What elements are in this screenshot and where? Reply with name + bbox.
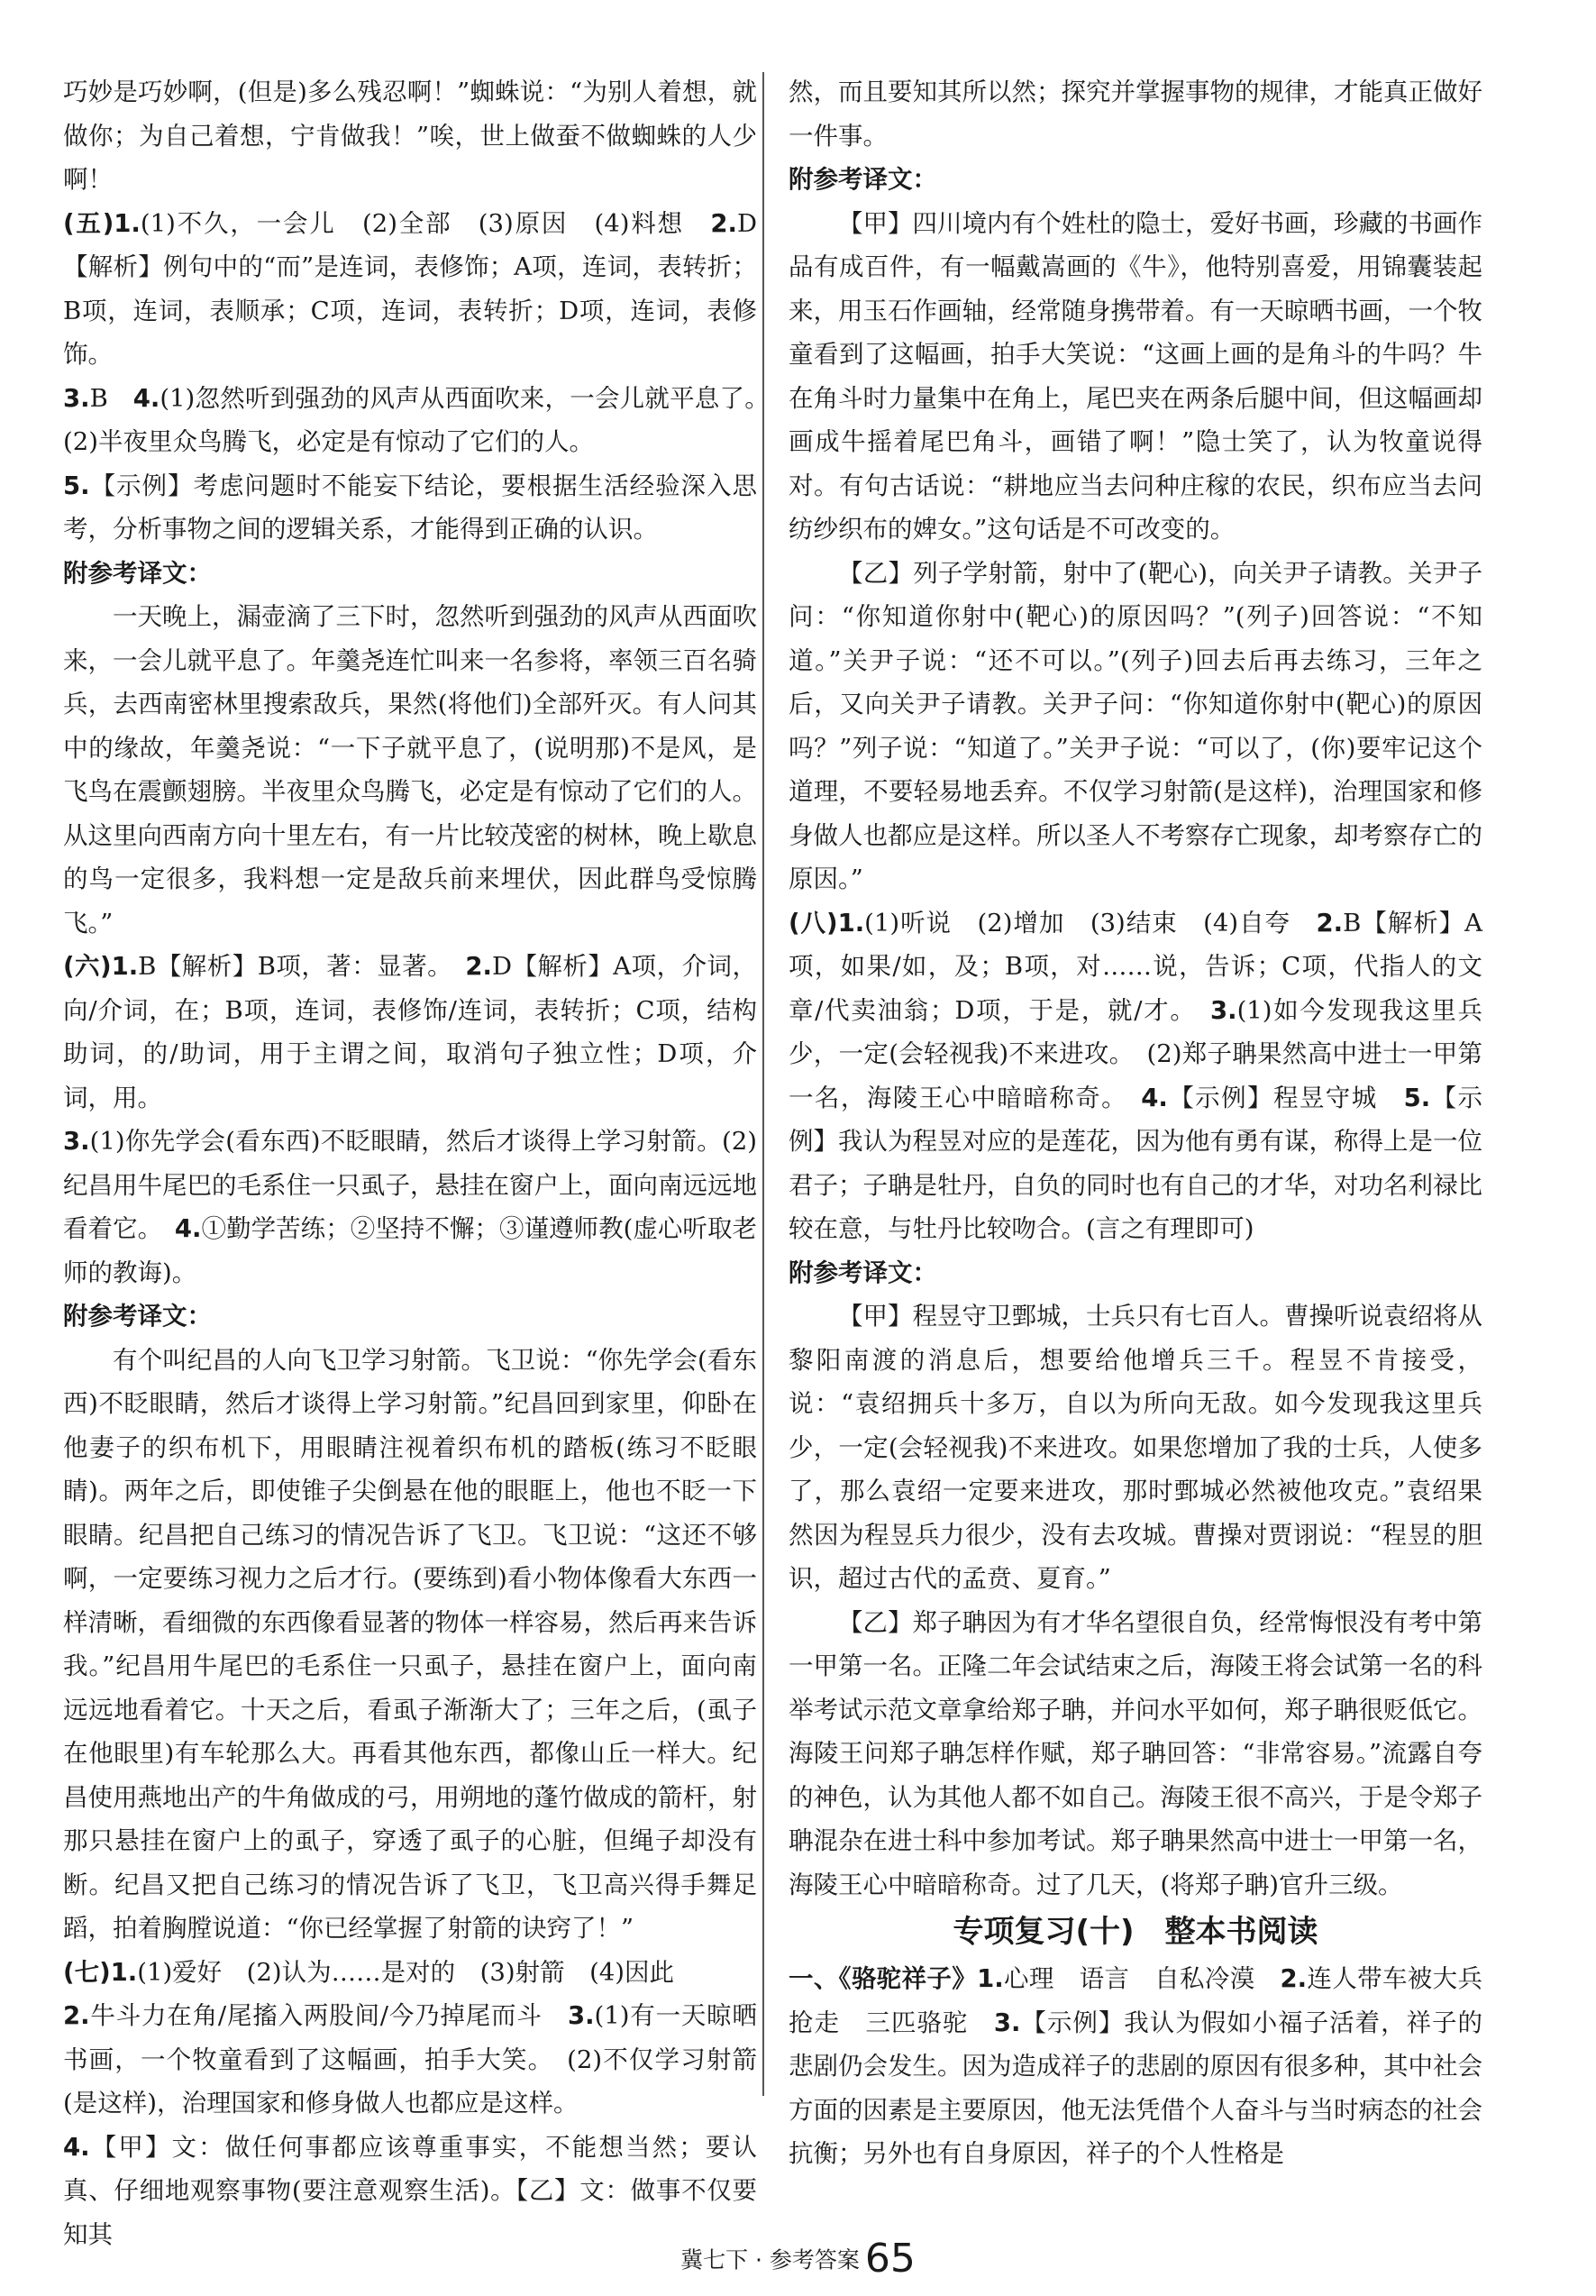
question-number: 4. <box>1141 1083 1168 1112</box>
paragraph: 然，而且要知其所以然；探究并掌握事物的规律，才能真正做好一件事。 <box>789 78 1482 151</box>
question-number: 2. <box>63 2001 90 2030</box>
translation-text: 【甲】四川境内有个姓杜的隐士，爱好书画，珍藏的书画作品有成百件，有一幅戴嵩画的《牛》，他特别喜爱，用锦囊装起来，用玉石作画轴，经常随身携带着。有一天晾晒书画，一个牧童看到了这幅画，拍手大笑说：“这画上画的是角斗的牛吗？牛在角斗时力量集中在角上，尾巴夹在两条后腿中间，但这幅画却画成牛摇着尾巴角斗，画错了啊！”隐士笑了，认为牧童说得对。有句古话说：“耕地应当去问种庄稼的农民，织布应当去问纺纱织布的婢女。”这句话是不可改变的。 <box>789 208 1482 544</box>
question-tag: 一、 <box>789 1964 839 1993</box>
answer-text: (1)爱好 (2)认为……是对的 (3)射箭 (4)因此 <box>137 1957 675 1987</box>
paragraph: 巧妙是巧妙啊，(但是)多么残忍啊！”蜘蛛说：“为别人着想，就做你；为自己着想，宁肯做我！”唉，世上做蚕不做蜘蛛的人少啊！ <box>63 78 757 194</box>
question-tag: (七)1. <box>63 1957 138 1987</box>
answer-text: 心理 语言 自私冷漠 <box>1003 1964 1281 1993</box>
answer-block-6-3 <box>63 1120 757 1294</box>
translation-heading: 附参考译文： <box>63 1302 212 1331</box>
answer-text: ①勤学苦练；②坚持不懈；③谨遵师教(虚心听取老师的教诲)。 <box>63 1214 757 1287</box>
question-number: 5. <box>1403 1083 1431 1112</box>
translation-text: 【乙】郑子聃因为有才华名望很自负，经常悔恨没有考中第一甲第一名。正隆二年会试结束之后，海陵王将会试第一名的科举考试示范文章拿给郑子聃，并问水平如何，郑子聃很贬低它。海陵王问郑子聃怎样作赋，郑子聃回答：“非常容易。”流露自夸的神色，认为其他人都不如自己。海陵王很不高兴，于是令郑子聃混杂在进士科中参加考试。郑子聃果然高中进士一甲第一名，海陵王心中暗暗称奇。过了几天，(将郑子聃)官升三级。 <box>789 1607 1482 1899</box>
column-divider <box>762 72 764 2096</box>
answer-block-5 <box>63 202 757 377</box>
answer-text: 【示例】考虑问题时不能妄下结论，要根据生活经验深入思考，分析事物之间的逻辑关系，才能得到正确的认识。 <box>63 471 757 544</box>
answer-block-5-3 <box>63 377 782 464</box>
question-tag: (六)1. <box>63 952 139 981</box>
answer-text: D【解析】A项，介词，向/介词，在；B项，连词，表修饰/连词，表转折；C项，结构助词，的/助词，用于主谓之间，取消句子独立性；D项，介词，用。 <box>63 952 757 1112</box>
translation-heading: 附参考译文： <box>63 558 212 588</box>
question-number: 4. <box>174 1214 202 1243</box>
question-number: 4. <box>132 383 160 413</box>
translation-text: 【甲】程昱守卫鄄城，士兵只有七百人。曹操听说袁绍将从黎阳南渡的消息后，想要给他增兵三千。程昱不肯接受，说：“袁绍拥兵十多万，自以为所向无敌。如今发现我这里兵少，一定(会轻视我)不来进攻。如果您增加了我的士兵，人使多了，那么袁绍一定要来进攻，那时鄄城必然被他攻克。”袁绍果然因为程昱兵力很少，没有去攻城。曹操对贾诩说：“程昱的胆识，超过古代的孟贲、夏育。” <box>789 1302 1482 1593</box>
translation-text: 一天晚上，漏壶滴了三下时，忽然听到强劲的风声从西面吹来，一会儿就平息了。年羹尧连忙叫来一名参将，率领三百名骑兵，去西南密林里搜索敌兵，果然(将他们)全部歼灭。有人问其中的缘故，年羹尧说：“一下子就平息了，(说明那)不是风，是飞鸟在震颤翅膀。半夜里众鸟腾飞，必定是有惊动了它们的人。从这里向西南方向十里左右，有一片比较茂密的树林，晚上歇息的鸟一定很多，我料想一定是敌兵前来埋伏，因此群鸟受惊腾飞。” <box>63 602 757 938</box>
question-number: 2. <box>710 208 737 238</box>
question-number: 2. <box>1316 908 1344 938</box>
answer-text: 【甲】文：做任何事都应该尊重事实，不能想当然；要认真、仔细地观察事物(要注意观察生活)。【乙】文：做事不仅要知其 <box>63 2132 757 2249</box>
page-number: 65 <box>864 2236 916 2282</box>
answer-text: 【示例】我认为假如小福子活着，祥子的悲剧仍会发生。因为造成祥子的悲剧的原因有很多种，其中社会方面的因素是主要原因，他无法凭借个人奋斗与当时病态的社会抗衡；另外也有自身原因，祥子的个人性格是 <box>789 2008 1483 2168</box>
answer-text: (1)忽然听到强劲的风声从西面吹来，一会儿就平息了。 (2)半夜里众鸟腾飞，必定是有惊动了它们的人。 <box>63 383 782 456</box>
question-number: 5. <box>63 471 90 500</box>
question-tag: (五)1. <box>63 208 141 238</box>
answer-text: B【解析】B项，著：显著。 <box>138 952 466 981</box>
translation-text: 【乙】列子学射箭，射中了(靶心)，向关尹子请教。关尹子问：“你知道你射中(靶心)的原因吗？”(列子)回答说：“不知道。”关尹子说：“还不可以。”(列子)回去后再去练习，三年之后，又向关尹子请教。关尹子问：“你知道你射中(靶心)的原因吗？”列子说：“知道了。”关尹子说：“可以了，(你)要牢记这个道理，不要轻易地丢弃。不仅学习射箭(是这样)，治理国家和修身做人也都应是这样。所以圣人不考察存亡现象，却考察存亡的原因。” <box>789 558 1482 893</box>
footer-label: 冀七下 · 参考答案 <box>680 2246 860 2273</box>
answer-text: 连人带车被大兵抢走 三匹骆驼 <box>789 1964 1483 2037</box>
question-number: 3. <box>1209 995 1237 1025</box>
answer-block-7-2 <box>63 1994 757 2126</box>
left-column <box>63 70 782 2256</box>
answer-text: (1)如今发现我这里兵少，一定(会轻视我)不来进攻。 (2)郑子聃果然高中进士一甲第一名，海陵王心中暗暗称奇。 <box>789 995 1483 1112</box>
question-number: 2. <box>465 952 492 981</box>
answer-text: 【示例】程昱守城 <box>1167 1083 1404 1112</box>
answer-text: (1)不久，一会儿 (2)全部 (3)原因 (4)料想 <box>140 208 711 238</box>
answer-text: 牛斗力在角/尾搐入两股间/今乃掉尾而斗 <box>89 2001 568 2030</box>
answer-text: (1)你先学会(看东西)不眨眼睛，然后才谈得上学习射箭。(2)纪昌用牛尾巴的毛系住一只虱子，悬挂在窗户上，面向南远远地看着它。 <box>63 1127 757 1243</box>
answer-text: B <box>89 383 133 413</box>
question-number: 3. <box>993 2008 1021 2037</box>
answer-text: B【解析】A项，如果/如，及；B项，对……说，告诉；C项，代指人的文章/代卖油翁；D项，于是，就/才。 <box>789 908 1482 1025</box>
translation-heading: 附参考译文： <box>789 1258 937 1287</box>
question-number: 3. <box>567 2001 595 2030</box>
right-column <box>789 70 1482 2176</box>
answer-block-8 <box>789 901 1482 1251</box>
answer-text: D【解析】例句中的“而”是连词，表修饰；A项，连词，表转折；B项，连词，表顺承；C项，连词，表转折；D项，连词，表修饰。 <box>63 208 757 369</box>
question-tag: (八)1. <box>789 908 865 938</box>
question-number: 3. <box>63 1127 90 1156</box>
book-title: 《骆驼祥子》 <box>838 1964 978 1993</box>
answer-block-5-5 <box>63 464 757 552</box>
answer-text: (1)有一天晾晒书画，一个牧童看到了这幅画，拍手大笑。 (2)不仅学习射箭(是这样)，治理国家和修身做人也都应是这样。 <box>63 2001 757 2118</box>
answer-text: (1)听说 (2)增加 (3)结束 (4)自夸 <box>864 908 1317 938</box>
answer-block-7 <box>63 1951 757 1995</box>
translation-heading: 附参考译文： <box>789 165 937 194</box>
answer-block-6 <box>63 945 757 1120</box>
section-title: 专项复习(十) 整本书阅读 <box>953 1914 1318 1950</box>
question-number: 3. <box>63 383 90 413</box>
question-number: 4. <box>63 2132 90 2162</box>
page-footer <box>0 2236 1596 2282</box>
question-number: 2. <box>1280 1964 1308 1993</box>
translation-text: 有个叫纪昌的人向飞卫学习射箭。飞卫说：“你先学会(看东西)不眨眼睛，然后才谈得上学习射箭。”纪昌回到家里，仰卧在他妻子的织布机下，用眼睛注视着织布机的踏板(练习不眨眼睛)。两年之后，即使锥子尖倒悬在他的眼眶上，他也不眨一下眼睛。纪昌把自己练习的情况告诉了飞卫。飞卫说：“这还不够啊，一定要练习视力之后才行。(要练到)看小物体像看大东西一样清晰，看细微的东西像看显著的物体一样容易，然后再来告诉我。”纪昌用牛尾巴的毛系住一只虱子，悬挂在窗户上，面向南远远地看着它。十天之后，看虱子渐渐大了；三年之后，(虱子在他眼里)有车轮那么大。再看其他东西，都像山丘一样大。纪昌使用燕地出产的牛角做成的弓，用朔地的蓬竹做成的箭杆，射那只悬挂在窗户上的虱子，穿透了虱子的心脏，但绳子却没有断。纪昌又把自己练习的情况告诉了飞卫，飞卫高兴得手舞足蹈，拍着胸膛说道：“你已经掌握了射箭的诀窍了！” <box>63 1345 757 1943</box>
question-number: 1. <box>977 1964 1004 1993</box>
answer-block-s1 <box>789 1957 1482 2176</box>
answer-text: 【示例】我认为程昱对应的是莲花，因为他有勇有谋，称得上是一位君子；子聃是牡丹，自负的同时也有自己的才华，对功名利禄比较在意，与牡丹比较吻合。(言之有理即可) <box>789 1083 1483 1243</box>
